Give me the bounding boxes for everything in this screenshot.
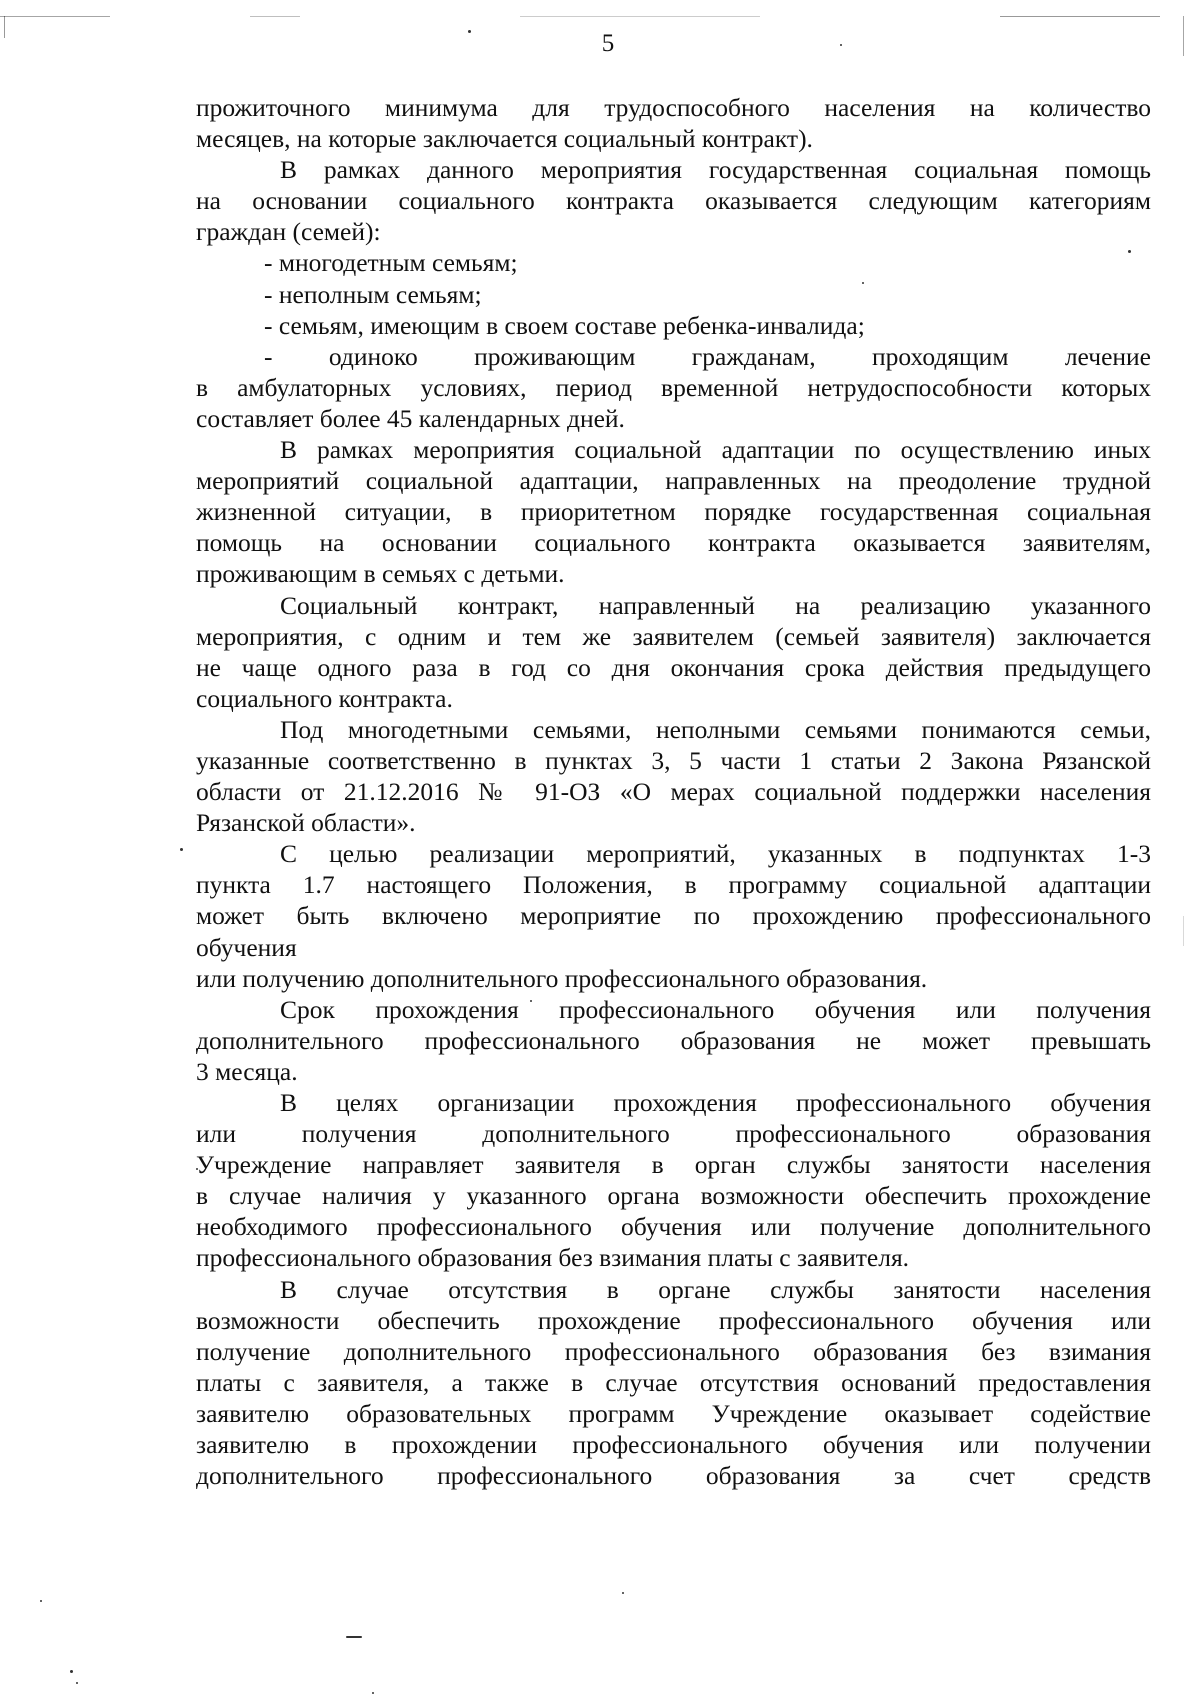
scan-speck: [180, 848, 183, 851]
text-line: обучения: [196, 932, 297, 962]
text-line: жизненной ситуации, в приоритетном порядке государственная социальная: [196, 497, 1151, 527]
text-line: заявителю в прохождении профессионального обучения или получении: [196, 1430, 1151, 1460]
text-line: на основании социального контракта оказывается следующим категориям: [196, 186, 1151, 216]
text-line: может быть включено мероприятие по прохождению профессионального: [196, 901, 1151, 931]
text-line: В рамках мероприятия социальной адаптации по осуществлению иных: [280, 435, 1151, 465]
list-item: - неполным семьям;: [264, 279, 482, 309]
document-body: [196, 92, 1151, 1491]
text-line: возможности обеспечить прохождение профессионального обучения или: [196, 1305, 1151, 1335]
text-line: дополнительного профессионального образования за счет средств: [196, 1461, 1151, 1491]
scan-edge-right: [1183, 16, 1184, 1698]
text-line: платы с заявителя, а также в случае отсутствия оснований предоставления: [196, 1367, 1151, 1397]
text-line: или получению дополнительного профессионального образования.: [196, 963, 928, 993]
text-line: указанные соответственно в пунктах 3, 5 части 1 статьи 2 Закона Рязанской: [196, 745, 1151, 775]
text-line: дополнительного профессионального образования не может превышать: [196, 1025, 1151, 1055]
text-line: составляет более 45 календарных дней.: [196, 403, 625, 433]
scan-edge-left: [4, 16, 5, 38]
text-line: 3 месяца.: [196, 1056, 298, 1086]
text-line: В случае отсутствия в органе службы занятости населения: [280, 1274, 1151, 1304]
text-line: области от 21.12.2016 № 91-ОЗ «О мерах социальной поддержки населения: [196, 777, 1151, 807]
text-line: помощь на основании социального контракта оказывается заявителям,: [196, 528, 1151, 558]
scan-speck: [372, 1692, 374, 1694]
text-line: проживающим в семьях с детьми.: [196, 559, 565, 589]
text-line: В целях организации прохождения профессионального обучения: [280, 1088, 1151, 1117]
scan-speck: [346, 1636, 362, 1638]
text-line: Социальный контракт, направленный на реализацию указанного: [280, 590, 1151, 620]
list-item: - многодетным семьям;: [264, 248, 518, 278]
text-line: или получения дополнительного профессионального образования: [196, 1119, 1151, 1149]
text-line: месяцев, на которые заключается социальный контракт).: [196, 124, 813, 154]
scan-speck: [70, 1670, 73, 1673]
text-line: Срок прохождения профессионального обучения или получения: [280, 994, 1151, 1024]
list-item: - семьям, имеющим в своем составе ребенка-инвалида;: [264, 310, 865, 340]
text-line: граждан (семей):: [196, 217, 381, 247]
scan-speck: [76, 1682, 78, 1684]
list-item: - одиноко проживающим гражданам, проходящим лечение: [264, 341, 1151, 371]
text-line: С целью реализации мероприятий, указанных в подпунктах 1-3: [280, 839, 1151, 869]
scan-edge-top: [0, 16, 1200, 17]
text-line: получение дополнительного профессионального образования без взимания: [196, 1336, 1151, 1366]
text-line: пункта 1.7 настоящего Положения, в программу социальной адаптации: [196, 870, 1151, 900]
scan-speck: [40, 1600, 42, 1602]
text-line: в амбулаторных условиях, период временной нетрудоспособности которых: [196, 372, 1151, 402]
text-line: В рамках данного мероприятия государственная социальная помощь: [280, 155, 1151, 185]
text-line: прожиточного минимума для трудоспособного населения на количество: [196, 93, 1151, 122]
page-number: 5: [601, 30, 615, 57]
text-line: заявителю образовательных программ Учреждение оказывает содействие: [196, 1398, 1151, 1428]
text-line: не чаще одного раза в год со дня окончания срока действия предыдущего: [196, 652, 1151, 682]
text-line: Учреждение направляет заявителя в орган службы занятости населения: [196, 1150, 1151, 1180]
text-line: мероприятия, с одним и тем же заявителем (семьей заявителя) заключается: [196, 621, 1151, 651]
text-line: социального контракта.: [196, 683, 453, 713]
text-line: Под многодетными семьями, неполными семьями понимаются семьи,: [280, 714, 1151, 744]
text-line: Рязанской области».: [196, 808, 416, 838]
text-line: мероприятий социальной адаптации, направленных на преодоление трудной: [196, 466, 1151, 496]
text-line: профессионального образования без взимания платы с заявителя.: [196, 1243, 910, 1273]
text-line: необходимого профессионального обучения или получение дополнительного: [196, 1212, 1151, 1242]
scan-speck: [622, 1592, 624, 1594]
text-line: в случае наличия у указанного органа возможности обеспечить прохождение: [196, 1181, 1151, 1211]
